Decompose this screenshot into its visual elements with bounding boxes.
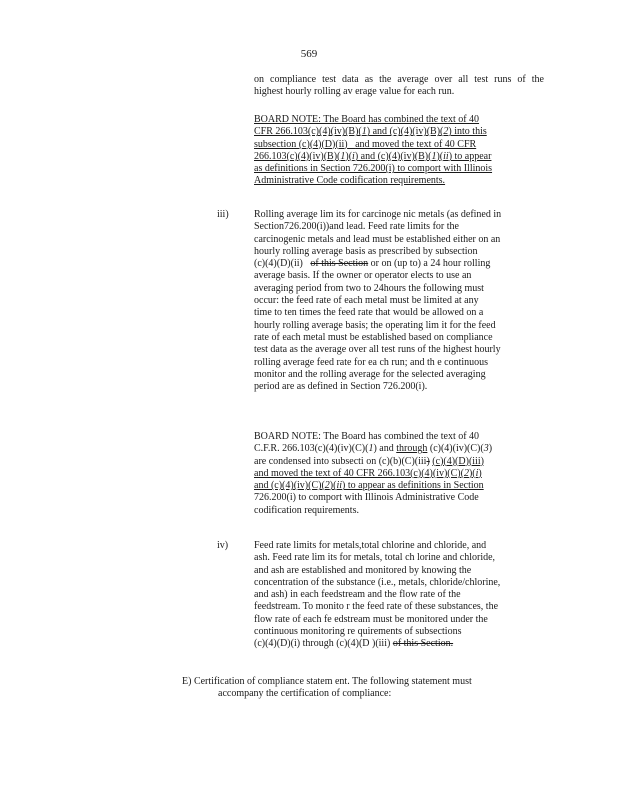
text-line: Administrative Code codification requirements.: [254, 175, 446, 187]
citation: ): [488, 443, 493, 455]
citation: (c)(4)(D)(ii): [254, 258, 303, 270]
board-note-2: [254, 431, 544, 517]
citation: ) and (c)(4)(iv)(B)(: [354, 150, 432, 162]
text-line: average basis. If the owner or operator elects to use an: [254, 270, 472, 282]
citation: )(: [436, 150, 444, 162]
citation: subsection (c)(4)(D)(ii): [254, 138, 348, 150]
text-line: continuous monitoring re quirements of subsections: [254, 626, 462, 638]
text-line: averaging period from two to 24hours the following must: [254, 282, 484, 294]
text-line: period are as defined in Section 726.200(i).: [254, 381, 428, 393]
text-line: BOARD NOTE: The Board has combined the text of 40: [254, 114, 480, 125]
text-line: [254, 443, 544, 455]
text-line: [254, 480, 544, 492]
item-iv-text: [254, 540, 544, 651]
text-line: 726.200(i) to comport with Illinois Administrative Code: [254, 492, 479, 504]
text-line: E) Certification of compliance statem ent. The following statement must: [182, 676, 472, 687]
inserted-text: (c)(4)(D)(iii): [432, 455, 484, 467]
citation: C.F.R. 266.103(c)(4)(iv)(C)(: [254, 443, 369, 455]
text-fragment: i) to comport with Illinois: [388, 163, 493, 175]
citation: 2: [443, 126, 449, 138]
text-line: hourly rolling average basis; the operating lim it for the feed: [254, 319, 496, 331]
citation: ) and (c)(4)(iv)(B)(: [366, 126, 444, 138]
text-line: rate of each metal must be established based on compliance: [254, 331, 493, 343]
citation: ) to appear as definitions in Section: [342, 480, 484, 492]
list-marker-iii: iii): [217, 209, 229, 220]
citation: ii: [336, 480, 343, 492]
citation: 2: [324, 480, 330, 492]
citation: )(: [329, 480, 337, 492]
text-line: concentration of the substance (i.e., metals, chloride/chlorine,: [254, 576, 501, 588]
text-line: monitor and the rolling average for the selected averaging: [254, 368, 486, 380]
continuation-paragraph: [254, 74, 544, 99]
text-line: occur: the feed rate of each metal must be limited at any: [254, 295, 479, 307]
citation: ) to appear: [448, 150, 492, 162]
citation: 1: [368, 443, 374, 455]
citation: i: [352, 150, 355, 162]
deleted-text: of this Section: [310, 258, 369, 270]
citation: (c)(4)(iv)(C)(: [429, 443, 484, 455]
citation: and (c)(4)(iv)(C)(: [254, 480, 325, 492]
text-line: and ash) in each feedstream and the flow rate of the: [254, 589, 461, 601]
text-fragment: or on (up to) a 24 hour rolling: [370, 258, 491, 270]
text-line: and ash are established and monitored by knowing the: [254, 564, 472, 576]
list-marker-iv: iv): [217, 540, 229, 551]
text-line: carcinogenic metals and lead must be established either on an: [254, 233, 501, 245]
citation: ii: [443, 150, 449, 162]
citation: )(: [468, 467, 476, 479]
page-number: 569: [300, 48, 318, 60]
text-line: [254, 163, 544, 175]
text-line: rolling average feed rate for ea ch run; and th e continuous: [254, 356, 489, 368]
text-line: hourly rolling average basis as prescribed by subsection: [254, 245, 478, 257]
citation: 266.103(c)(4)(iv)(B)(: [254, 150, 341, 162]
item-iii-text: [254, 209, 544, 393]
text-fragment: as definitions in Section 726.200(: [254, 163, 389, 175]
deleted-text: ): [426, 455, 430, 467]
text-line: [254, 151, 544, 163]
text-line: feedstream. To monito r the feed rate of these substances, the: [254, 601, 499, 613]
text-line: BOARD NOTE: The Board has combined the text of 40: [254, 431, 480, 442]
text-line: Rolling average lim its for carcinoge nic metals (as defined in: [254, 209, 502, 220]
text-fragment: and moved the text of 40 CFR: [355, 138, 477, 150]
text-fragment: are condensed into subsecti on (c)(b)(C)(iii: [254, 455, 427, 467]
text-line: [254, 638, 544, 650]
text-line: [254, 456, 544, 468]
text-line: flow rate of each fe edstream must be monitored under the: [254, 613, 488, 625]
text-line: highest hourly rolling av erage value for each run.: [254, 86, 455, 98]
citation: (c)(4)(D)(i) through (c)(4)(D )(iii): [254, 638, 391, 650]
citation: 2: [463, 467, 469, 479]
citation: ): [478, 467, 482, 479]
text-line: [254, 468, 544, 480]
text-line: Feed rate limits for metals,total chlorine and chloride, and: [254, 540, 487, 551]
citation: i: [475, 467, 479, 479]
citation: )(: [345, 150, 353, 162]
text-line: [254, 258, 544, 270]
citation: 1: [431, 150, 437, 162]
citation: 3: [483, 443, 489, 455]
citation: ) and: [373, 443, 394, 455]
text-line: [254, 139, 544, 151]
text-line: codification requirements.: [254, 504, 359, 516]
citation: and moved the text of 40 CFR 266.103(c)(4)(iv)(C)(: [254, 467, 464, 479]
citation: ) into this: [448, 126, 487, 138]
citation: 1: [340, 150, 346, 162]
citation: 1: [361, 126, 367, 138]
text-line: time to ten times the feed rate that would be allowed on a: [254, 307, 484, 319]
inserted-text: through: [396, 443, 428, 455]
board-note-1: [254, 114, 544, 188]
item-e-text: [182, 676, 544, 701]
text-line: Section726.200(i))and lead. Feed rate limits for the: [254, 221, 459, 233]
text-line: on compliance test data as the average over all test runs of the: [254, 74, 544, 85]
text-line: [254, 126, 544, 138]
deleted-text: of this Section.: [392, 638, 454, 650]
text-line: ash. Feed rate lim its for metals, total ch lorine and chloride,: [254, 552, 496, 564]
citation: CFR 266.103(c)(4)(iv)(B)(: [254, 126, 362, 138]
text-line: accompany the certification of compliance:: [218, 688, 392, 700]
text-line: test data as the average over all test runs of the highest hourly: [254, 344, 501, 356]
